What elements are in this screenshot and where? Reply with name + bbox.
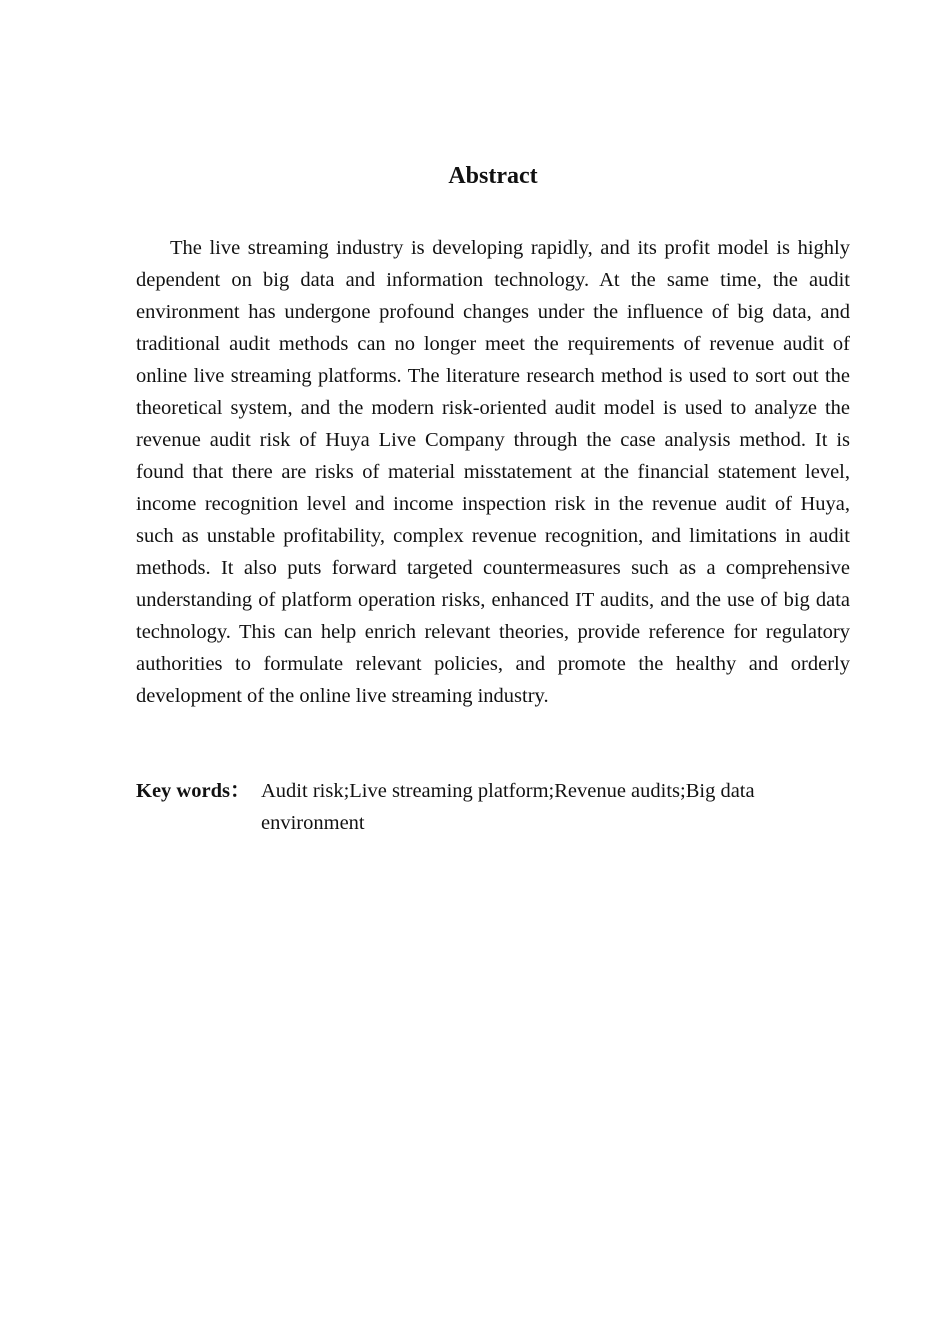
abstract-title: Abstract <box>448 163 538 189</box>
keywords-text: Audit risk;Live streaming platform;Revenue audits;Big data environment <box>261 780 755 834</box>
keywords-section <box>136 775 850 839</box>
abstract-body: The live streaming industry is developing rapidly, and its profit model is highly dependent on big data and information technology. At the same time, the audit environment has undergone profound changes under the influence of big data, and traditional audit methods can no longer meet the requirements of revenue audit of online live streaming platforms. The literature research method is used to sort out the theoretical system, and the modern risk-oriented audit model is used to analyze the revenue audit risk of Huya Live Company through the case analysis method. It is found that there are risks of material misstatement at the financial statement level, income recognition level and income inspection risk in the revenue audit of Huya, such as unstable profitability, complex revenue recognition, and limitations in audit methods. It also puts forward targeted countermeasures such as a comprehensive understanding of platform operation risks, enhanced IT audits, and the use of big data technology. This can help enrich relevant theories, provide reference for regulatory authorities to formulate relevant policies, and promote the healthy and orderly development of the online live streaming industry. <box>136 237 850 707</box>
keywords-label: Key words： <box>136 780 251 802</box>
